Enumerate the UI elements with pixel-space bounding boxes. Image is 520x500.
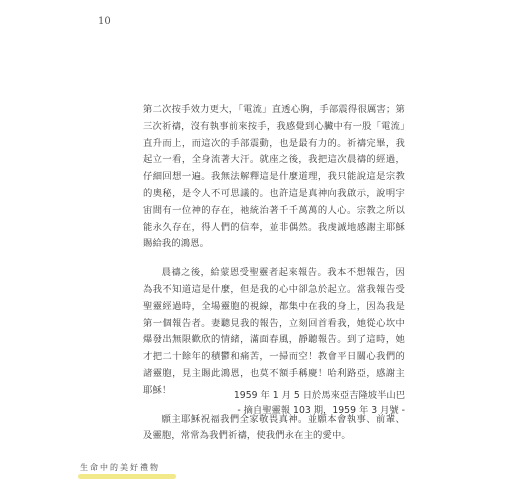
paragraph-three: 願主耶穌祝福我們全家敬畏真神。並願本會執事、前輩、及靈胞，常常為我們祈禱，使我們永在主的愛中。: [143, 413, 405, 442]
signature-source: - 摘自聖靈報 103 期，1959 年 3 月號 -: [237, 405, 405, 416]
signature-block: [230, 388, 405, 418]
footer-book-title: 生命中的美好禮物: [80, 463, 160, 472]
signature-date-place: 1959 年 1 月 5 日於馬來亞吉隆坡半山巴: [233, 390, 405, 401]
paragraph-one: 第二次按手效力更大，「電流」直透心胸，手部震得很厲害；第三次祈禱，沒有執事前來按手，我感覺到心臟中有一股「電流」直升而上，而這次的手部震動，也是最有力的。祈禱完畢，我起立一看，全身流著大汗。就座之後，我把這次晨禱的經過，仔細回想一遍。我無法解釋這是什麼道理，我只能說這是宗教的奧秘，是令人不可思議的。也許這是真神向我啟示，說明宇宙間有一位神的存在，祂統治著千千萬萬的人心。宗教之所以能永久存在，得人們的信奉，並非偶然。我虔誠地感謝主耶穌賜給我的鴻恩。: [143, 104, 405, 250]
footer-highlight-bar: [78, 474, 176, 479]
paragraph-two: 晨禱之後，給蒙恩受聖靈者起來報告。我本不想報告，因為我不知道這是什麼，但是我的心中卻急於起立。當我報告受聖靈經過時，全場靈胞的視線，都集中在我的身上，因為我是第一個報告者。妻聽見我的報告，立刻回首看我，她從心坎中爆發出無限歡欣的情緒，滿面春風，靜聽報告。到了這時，她才把二十餘年的積鬱和痛苦，一掃而空！教會平日關心我們的諸靈胞，見主賜此鴻恩，也莫不額手稱慶！哈利路亞，感謝主耶穌！: [143, 267, 405, 396]
page-number: 10: [98, 16, 111, 27]
